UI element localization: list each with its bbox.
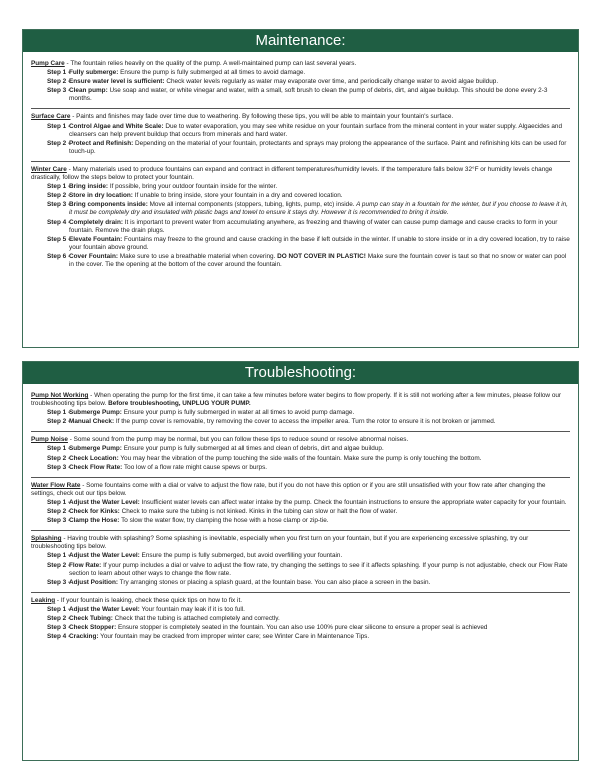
step-text (69, 615, 570, 623)
step-description: Ensure your pump is fully submerged in water at all times to avoid pump damage. (121, 409, 355, 417)
step-number: Step 2 - (47, 139, 71, 147)
step-description: Make sure to use a breathable material when covering. (118, 252, 276, 260)
step-description: Your fountain may be cracked from improper winter care; see Winter Care in Maintenance Tips. (98, 633, 370, 641)
step-row (31, 123, 570, 139)
step-label: Ensure water level is sufficient: (69, 78, 165, 86)
step-number: Step 5 - (47, 235, 71, 243)
step-text (69, 562, 570, 578)
step-text (69, 183, 570, 191)
step-text (69, 140, 570, 156)
step-row (31, 219, 570, 235)
step-text (69, 445, 570, 453)
step-description: If unable to bring inside, store your fountain in a dry and covered location. (132, 192, 343, 200)
step-description: Check to make sure the tubing is not kinked. Kinks in the tubing can slow or halt the flow of water. (119, 508, 398, 516)
step-number: Step 3 - (47, 201, 71, 209)
step-label: Store in dry location: (69, 192, 133, 200)
step-number: Step 1 - (47, 445, 71, 453)
step-number: Step 1 - (47, 552, 71, 560)
troubleshooting-panel (22, 361, 579, 761)
step-row (31, 87, 570, 103)
step-label: Completely drain: (69, 218, 123, 226)
step-text (69, 606, 570, 614)
section-water-flow-rate (31, 477, 570, 530)
step-label: Check Stopper: (69, 624, 117, 632)
step-description: Check water levels regularly as water may evaporate over time, and periodically change water to avoid algae buildup. (164, 78, 499, 86)
step-description: Your fountain may leak if it is too full. (139, 605, 245, 613)
step-row (31, 508, 570, 516)
step-label: Fully submerge: (69, 69, 119, 77)
step-row (31, 418, 570, 426)
step-text (69, 78, 570, 86)
step-description: Try arranging stones or placing a splash guard, at the fountain base. You can also place a screen in the basin. (118, 578, 431, 586)
section-title: Splashing (31, 535, 62, 543)
step-description: You may hear the vibration of the pump touching the side walls of the fountain. Make sure the pump is only touching the bottom. (118, 454, 482, 462)
section-pump-care (31, 56, 570, 108)
step-number: Step 3 - (47, 463, 71, 471)
section-surface-care (31, 108, 570, 160)
section-intro-text: - Paints and finishes may fade over time due to weathering. By following these tips, you will be able to maintain your fountain's surface. (70, 113, 454, 121)
step-text (69, 201, 570, 217)
step-number: Step 3 - (47, 624, 71, 632)
step-description: Ensure stopper is completely seated in the fountain. You can also use 100% pure clear silicone to ensure a proper seal is achieved (116, 624, 488, 632)
step-text (69, 409, 570, 417)
section-intro-text: - Many materials used to produce fountains can expand and contract in different temperatures/humidity levels. If the temperature falls below 32°F or humidity levels change drastically, follow the steps below to protect your fountain. (31, 165, 553, 182)
step-label: Bring components inside: (69, 201, 148, 209)
step-description: Ensure the pump is fully submerged, but avoid overfilling your fountain. (139, 552, 343, 560)
step-row (31, 445, 570, 453)
step-number: Step 1 - (47, 409, 71, 417)
step-label: Clean pump: (69, 87, 108, 95)
step-label: Elevate Fountain: (69, 235, 123, 243)
step-description: Due to water evaporation, you may see white residue on your fountain surface from the mineral content in your water supply. Algaecides and cleansers can help prevent buildup that occurs from minerals and hard water. (69, 122, 563, 138)
maintenance-panel (22, 29, 579, 348)
step-label: Submerge Pump: (69, 409, 122, 417)
step-text (69, 499, 570, 507)
step-row (31, 201, 570, 217)
step-number: Step 2 - (47, 561, 71, 569)
step-row (31, 517, 570, 525)
section-intro-text: - Some sound from the pump may be normal, but you can follow these tips to reduce sound or resolve abnormal noises. (67, 436, 409, 444)
step-label: Flow Rate: (69, 561, 102, 569)
section-intro-text: - If your fountain is leaking, check these quick tips on how to fix it. (55, 596, 242, 604)
step-number: Step 3 - (47, 578, 71, 586)
step-label: Check Flow Rate: (69, 463, 123, 471)
step-description: Insufficient water levels can affect water intake by the pump. Check the fountain instructions to ensure the appropriate water capacity for your fountain. (139, 498, 567, 506)
step-description: Move all internal components (stoppers, tubing, lights, pump, etc) inside. (147, 201, 355, 209)
step-row (31, 615, 570, 623)
section-intro (31, 535, 570, 551)
section-title: Pump Not Working (31, 392, 89, 399)
step-text (69, 418, 570, 426)
step-row (31, 183, 570, 191)
step-row (31, 552, 570, 560)
section-intro (31, 166, 570, 182)
section-intro (31, 436, 570, 444)
step-text (69, 508, 570, 516)
section-intro (31, 482, 570, 498)
step-number: Step 2 - (47, 418, 71, 426)
section-winter-care (31, 161, 570, 274)
step-description: Depending on the material of your fountain, protectants and sprays may prolong the appearance of the surface. Paint and refinishing kits can be used for touch-up. (69, 139, 567, 155)
step-row (31, 464, 570, 472)
step-text (69, 219, 570, 235)
section-intro (31, 392, 570, 408)
step-text (69, 552, 570, 560)
step-row (31, 499, 570, 507)
troubleshooting-heading: Troubleshooting: (23, 362, 578, 384)
step-description: If possible, bring your outdoor fountain inside for the winter. (108, 183, 278, 191)
section-intro-text: - The fountain relies heavily on the quality of the pump. A well-maintained pump can last several years. (64, 60, 357, 67)
section-title: Water Flow Rate (31, 481, 81, 489)
step-label: Cover Fountain: (69, 252, 118, 260)
section-title: Pump Care (31, 60, 65, 67)
step-number: Step 1 - (47, 69, 71, 77)
step-row (31, 78, 570, 86)
step-text (69, 69, 570, 77)
step-label: Submerge Pump: (69, 445, 122, 453)
step-row (31, 579, 570, 587)
step-number: Step 2 - (47, 78, 71, 86)
step-text (69, 87, 570, 103)
step-description: Ensure your pump is fully submerged at all times and clean of debris, dirt and algae buildup. (121, 445, 384, 453)
step-description: If your pump includes a dial or valve to adjust the flow rate, try changing the settings to see if it affects splashing. If your pump is not adjustable, check our Flow Rate section to learn about other ways to change the flow rate. (69, 561, 568, 577)
step-number: Step 6 - (47, 252, 71, 260)
section-intro-warning: Before troubleshooting, UNPLUG YOUR PUMP. (106, 400, 251, 408)
step-row (31, 455, 570, 463)
step-text (69, 464, 570, 472)
step-text (69, 192, 570, 200)
maintenance-body (23, 52, 578, 274)
step-label: Check Tubing: (69, 614, 113, 622)
section-pump-noise (31, 431, 570, 476)
step-description: Use soap and water, or white vinegar and water, with a small, soft brush to clean the pump of debris, dirt, and algae buildup. This should be done every 2-3 months. (69, 87, 548, 103)
section-intro (31, 597, 570, 605)
step-text (69, 123, 570, 139)
step-number: Step 4 - (47, 218, 71, 226)
step-text (69, 579, 570, 587)
step-warning: DO NOT COVER IN PLASTIC! (275, 252, 366, 260)
section-intro-text: - Having trouble with splashing? Some splashing is inevitable, especially when you first turn on your fountain, but if you are experiencing excessive splashing, try our troubleshooting tips below. (31, 535, 529, 551)
section-intro-text: - Some fountains come with a dial or valve to adjust the flow rate, but if you do not have this option or if you are still unsatisfied with your flow rate after changing the settings, check out our tips below. (31, 481, 546, 497)
step-label: Manual Check: (69, 418, 115, 426)
step-number: Step 3 - (47, 517, 71, 525)
step-text (69, 624, 570, 632)
section-leaking (31, 592, 570, 646)
section-title: Pump Noise (31, 436, 68, 444)
step-text (69, 517, 570, 525)
step-label: Check for Kinks: (69, 508, 120, 516)
section-splashing (31, 530, 570, 592)
step-row (31, 192, 570, 200)
section-intro-text: - When operating the pump for the first time, it can take a few minutes before water begins to flow properly. If it is still not working after a few minutes, please follow our troubleshooting tips below. (31, 392, 562, 408)
section-title: Winter Care (31, 165, 67, 173)
step-row (31, 624, 570, 632)
step-row (31, 69, 570, 77)
step-description: Check that the tubing is attached completely and correctly. (112, 614, 280, 622)
step-label: Clamp the Hose: (69, 517, 120, 525)
step-row (31, 562, 570, 578)
step-description: If the pump cover is removable, try removing the cover to access the impeller area. Turn the rotor to ensure it is not broken or jammed. (114, 418, 496, 426)
step-text (69, 633, 570, 641)
step-number: Step 2 - (47, 508, 71, 516)
section-intro (31, 60, 570, 68)
step-label: Bring inside: (69, 183, 109, 191)
section-pump-not-working (31, 388, 570, 431)
step-number: Step 2 - (47, 614, 71, 622)
step-label: Adjust the Water Level: (69, 552, 140, 560)
step-row (31, 633, 570, 641)
step-description: To slow the water flow, try clamping the hose with a hose clamp or zip-tie. (119, 517, 329, 525)
step-row (31, 236, 570, 252)
step-label: Cracking: (69, 633, 99, 641)
section-title: Surface Care (31, 113, 71, 121)
section-title: Leaking (31, 596, 56, 604)
step-row (31, 606, 570, 614)
step-row (31, 140, 570, 156)
step-label: Adjust Position: (69, 578, 118, 586)
step-description: It is important to prevent water from accumulating anywhere, as freezing and thawing of water can cause pump damage and cause cracks to form in your fountain. Remove the drain plugs. (69, 218, 558, 234)
section-intro (31, 113, 570, 121)
step-row (31, 409, 570, 417)
step-number: Step 1 - (47, 122, 71, 130)
step-description: Too low of a flow rate might cause spews or burps. (122, 463, 268, 471)
step-number: Step 1 - (47, 183, 71, 191)
step-number: Step 1 - (47, 605, 71, 613)
step-label: Protect and Refinish: (69, 139, 134, 147)
maintenance-heading: Maintenance: (23, 30, 578, 52)
troubleshooting-body (23, 384, 578, 646)
step-note: A pump can stay in a fountain for the winter, but if you choose to leave it in, it must be completely dry and insulated with plastic bags and towel to ensure it stays dry. However it is recommended to bring it inside. (69, 201, 568, 217)
step-label: Adjust the Water Level: (69, 605, 140, 613)
step-label: Control Algae and White Scale: (69, 122, 164, 130)
step-row (31, 253, 570, 269)
step-label: Check Location: (69, 454, 119, 462)
step-number: Step 4 - (47, 633, 71, 641)
step-number: Step 3 - (47, 87, 71, 95)
step-description: Fountains may freeze to the ground and cause cracking in the base if left outside in the winter. If unable to store inside or in a dry covered location, try to raise your fountain above ground. (69, 235, 570, 251)
step-text (69, 236, 570, 252)
step-text (69, 455, 570, 463)
step-description: Ensure the pump is fully submerged at all times to avoid damage. (118, 69, 306, 77)
step-number: Step 2 - (47, 192, 71, 200)
step-number: Step 1 - (47, 498, 71, 506)
step-description-tail: Make sure the fountain cover is taut so that no snow or water can pool in the cover. Tie the opening at the bottom of the cover around the fountain. (69, 252, 567, 268)
step-label: Adjust the Water Level: (69, 498, 140, 506)
step-text (69, 253, 570, 269)
step-number: Step 2 - (47, 454, 71, 462)
